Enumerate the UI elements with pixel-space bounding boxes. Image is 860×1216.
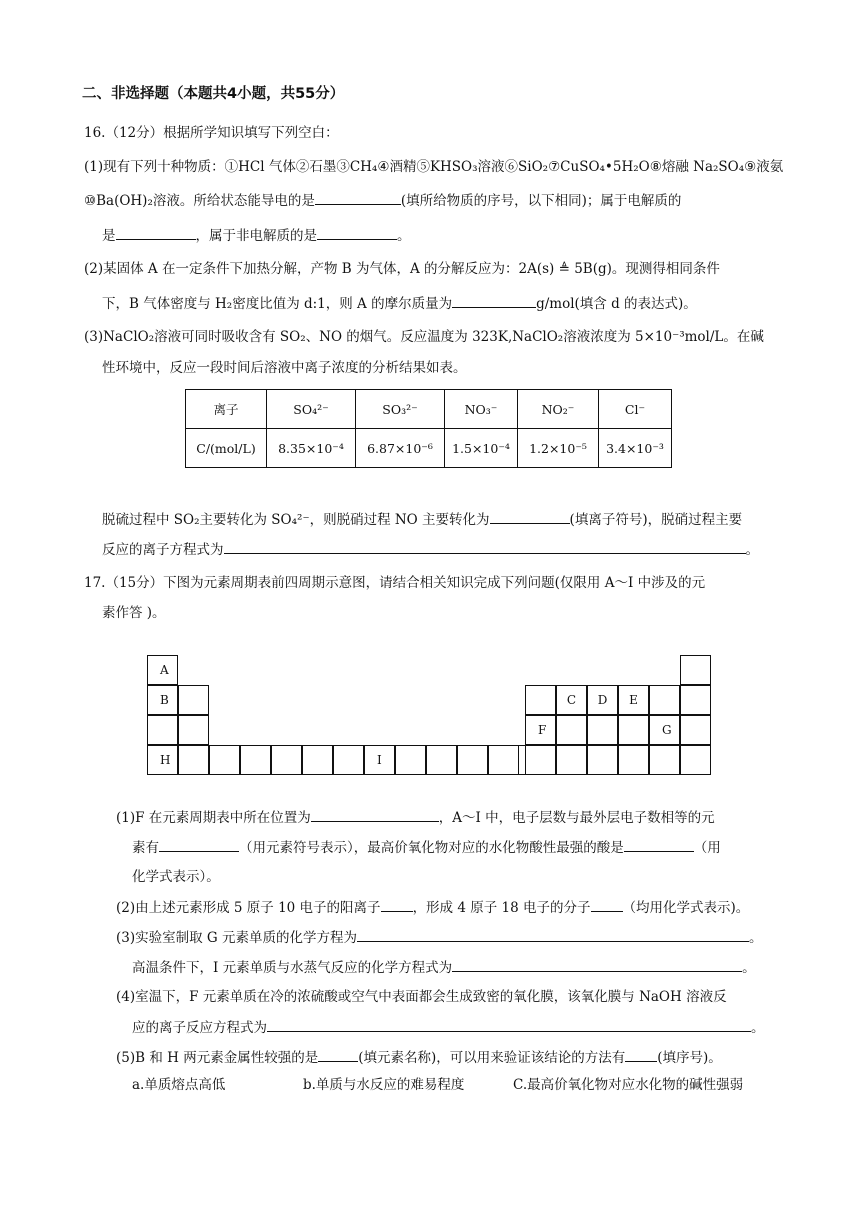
answer-blank-cation[interactable] [381,896,413,912]
q17-p3-line2 [132,956,756,979]
q17-p5-text-c: (填序号)。 [657,1050,722,1066]
table-header-cell: Cl⁻ [599,390,672,429]
answer-blank-elements[interactable] [159,836,239,852]
element-cell [488,745,519,775]
q17-p2-text-b: ，形成 4 原子 18 电子的分子 [412,900,591,916]
element-cell [680,715,711,745]
q16-p3-line1: (3)NaClO₂溶液可同时吸收含有 SO₂、NO 的烟气。反应温度为 323K,NaClO₂溶液浓度为 5×10⁻³mol/L。在碱 [84,329,764,345]
element-cell-h: H [147,745,178,775]
q16-p1-text-a: ⑩Ba(OH)₂溶液。所给状态能导电的是 [84,193,315,209]
q17-p3-text-b: 。 [749,930,763,946]
answer-blank-method[interactable] [625,1046,657,1062]
answer-blank-electrolyte[interactable] [116,224,196,240]
element-cell [618,745,649,775]
option-c: C.最高价氧化物对应水化物的碱性强弱 [513,1077,744,1093]
element-cell [457,745,488,775]
element-cell-g: G [649,715,680,745]
table-header-row [186,390,672,429]
q17-p1-text-d: （用元素符号表示），最高价氧化物对应的水化物酸性最强的酸是 [239,840,624,856]
answer-blank-strongest-acid[interactable] [624,836,694,852]
element-cell-d: D [587,685,618,715]
option-b: b.单质与水反应的难易程度 [303,1077,465,1093]
q16-p3-text-d: 。 [745,542,759,558]
q17-p1-text-b: ，A～I 中，电子层数与最外层电子数相等的元 [438,810,715,826]
table-connector [518,745,526,775]
element-cell [178,685,209,715]
q17-p1-line2 [132,836,721,859]
element-cell-e: E [618,685,649,715]
q17-p3-text-a: (3)实验室制取 G 元素单质的化学方程为 [116,930,357,946]
q17-p1-line3: 化学式表示）。 [132,869,220,885]
table-cell: 8.35×10⁻⁴ [267,429,356,468]
q17-p2-text-a: (2)由上述元素形成 5 原子 10 电子的阳离子 [116,900,381,916]
element-cell [333,745,364,775]
q17-p1-text-c: 素有 [132,840,159,856]
element-cell [649,685,680,715]
element-cell [649,745,680,775]
answer-blank-ion-symbol[interactable] [490,508,570,524]
element-cell [587,715,618,745]
q17-stem-line2: 素作答 )。 [102,605,166,621]
element-cell [271,745,302,775]
answer-blank-i-equation[interactable] [452,956,742,972]
q16-p1-text-e: 。 [397,228,411,244]
q16-p1-text-c: 是 [102,228,116,244]
element-cell [178,745,209,775]
answer-blank-oxide-equation[interactable] [267,1016,751,1032]
q17-p1-line1 [116,806,715,829]
q17-stem-line1: 17.（15分）下图为元素周期表前四周期示意图，请结合相关知识完成下列问题(仅限用 A～I 中涉及的元 [84,575,706,591]
q16-p1-text-b: (填所给物质的序号，以下相同)；属于电解质的 [400,193,682,209]
table-cell: 6.87×10⁻⁶ [356,429,445,468]
q17-p1-text-a: (1)F 在元素周期表中所在位置为 [116,810,311,826]
table-cell: 1.5×10⁻⁴ [445,429,518,468]
q16-p3-text-a: 脱硫过程中 SO₂主要转化为 SO₄²⁻，则脱硝过程 NO 主要转化为 [102,512,490,528]
q16-p3-text-c: 反应的离子方程式为 [102,542,224,558]
q17-p4-text-a: 应的离子反应方程式为 [132,1020,267,1036]
answer-blank-ionic-equation[interactable] [224,538,746,554]
answer-blank-conductive[interactable] [315,189,401,205]
table-header-cell: SO₄²⁻ [267,390,356,429]
element-cell [302,745,333,775]
element-cell [587,745,618,775]
q17-p1-text-e: （用 [693,840,721,856]
element-cell-a: A [147,655,178,685]
element-cell-i: I [364,745,395,775]
element-cell-c: C [556,685,587,715]
element-cell [556,745,587,775]
element-cell [395,745,426,775]
q16-p3-line2: 性环境中，反应一段时间后溶液中离子浓度的分析结果如表。 [102,360,467,376]
section-title: 二、非选择题（本题共4小题，共55分） [82,86,345,102]
element-cell [525,745,556,775]
table-cell: 3.4×10⁻³ [599,429,672,468]
q16-p3-line4 [102,538,759,561]
q16-p3-text-b: (填离子符号)，脱硝过程主要 [569,512,743,528]
element-cell [680,655,711,685]
q17-p3-text-d: 。 [742,960,756,976]
q16-p1-line3 [102,224,411,247]
answer-blank-f-position[interactable] [311,806,439,822]
q17-p3-line1 [116,926,763,949]
table-header-cell: NO₂⁻ [518,390,599,429]
q16-p2-line2 [102,292,697,315]
table-header-cell: 离子 [186,390,267,429]
element-cell [680,745,711,775]
q17-p2-line [116,896,749,919]
element-cell [556,715,587,745]
element-cell [618,715,649,745]
q16-p1-line1: (1)现有下列十种物质：①HCl 气体②石墨③CH₄④酒精⑤KHSO₃溶液⑥SiO₂⑦CuSO₄•5H₂O⑧熔融 Na₂SO₄⑨液氨 [84,159,784,175]
table-cell: 1.2×10⁻⁵ [518,429,599,468]
table-header-cell: NO₃⁻ [445,390,518,429]
element-cell [147,715,178,745]
answer-blank-nonelectrolyte[interactable] [317,224,397,240]
q16-p2-line1: (2)某固体 A 在一定条件下加热分解，产物 B 为气体，A 的分解反应为：2A(s) ≜ 5B(g)。现测得相同条件 [84,261,720,277]
q17-p5-text-b: (填元素名称)，可以用来验证该结论的方法有 [358,1050,626,1066]
element-cell [240,745,271,775]
q16-stem: 16.（12分）根据所学知识填写下列空白： [84,125,339,141]
element-cell [426,745,457,775]
table-row [186,429,672,468]
element-cell [525,685,556,715]
q17-p4-text-b: 。 [751,1020,765,1036]
element-cell [178,715,209,745]
table-header-cell: SO₃²⁻ [356,390,445,429]
q17-p4-line2 [132,1016,765,1039]
q17-p2-text-c: （均用化学式表示)。 [622,900,750,916]
q17-p3-text-c: 高温条件下，I 元素单质与水蒸气反应的化学方程式为 [132,960,453,976]
q16-p1-text-d: ，属于非电解质的是 [195,228,317,244]
answer-blank-molar-mass[interactable] [452,292,536,308]
q16-p3-line3 [102,508,742,531]
element-cell [680,685,711,715]
element-cell [209,745,240,775]
q17-p5-line [116,1046,722,1069]
q16-p2-text-b: g/mol(填含 d 的表达式)。 [536,296,697,312]
answer-blank-g-equation[interactable] [357,926,749,942]
option-a: a.单质熔点高低 [132,1077,226,1093]
answer-blank-molecule[interactable] [591,896,623,912]
q17-p4-line1: (4)室温下，F 元素单质在冷的浓硫酸或空气中表面都会生成致密的氧化膜，该氧化膜与 NaOH 溶液反 [116,989,727,1005]
q17-p5-text-a: (5)B 和 H 两元素金属性较强的是 [116,1050,319,1066]
element-cell-b: B [147,685,178,715]
q16-p2-text-a: 下，B 气体密度与 H₂密度比值为 d:1，则 A 的摩尔质量为 [102,296,453,312]
ion-concentration-table [185,389,672,468]
element-cell-f: F [525,715,556,745]
table-cell: C/(mol/L) [186,429,267,468]
answer-blank-element-name[interactable] [318,1046,358,1062]
q16-p1-line2 [84,189,681,212]
